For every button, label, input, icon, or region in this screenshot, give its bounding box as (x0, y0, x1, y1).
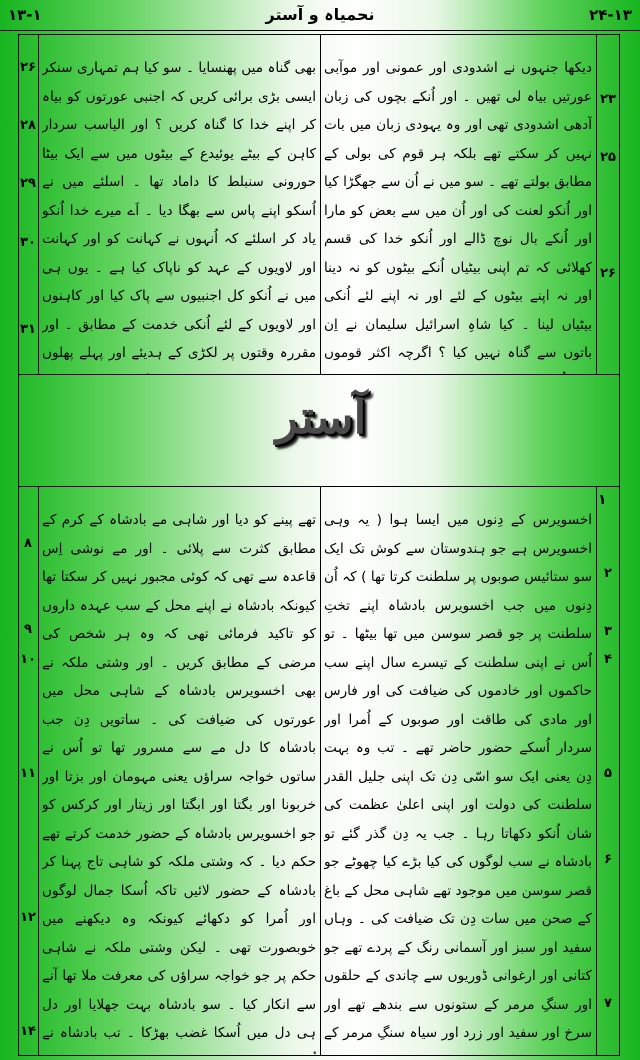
nehemiah-right-text: دیکھا جنہوں نے اشدودی اور عمونی اور موآبی عورتیں بیاہ لی تھیں ۔ اور اُنکے بچوں کی زبان آدھی اشدودی تھی اور وہ یہودی زبان میں بات نہیں کر سکتے تھے بلکہ ہر قوم کی بولی کے مطابق بولتے تھے ۔ سو میں نے اُن سے جھگڑا کیا اور اُنکو لعنت کی اور اُن میں سے بعض کو مارا اور اُنکے بال نوچ ڈالے اور اُنکو خدا کی قسم کھلائی کہ تم اپنی بیٹیاں اُنکے بیٹوں کو نہ دینا اور نہ اپنے بیٹوں کے لئے اور نہ اپنے لئے اُنکی بیٹیاں لینا ۔ کیا شاہِ اسرائیل سلیمان نے اِن باتوں سے گناہ نہیں کیا ؟ اگرچہ اکثر قوموں (324, 60, 592, 361)
right-margin-rule-top (596, 34, 597, 374)
verse-number: ۴ (604, 652, 612, 667)
page-header (0, 0, 640, 31)
esther-left-column (42, 506, 316, 1054)
nehemiah-left-text: بھی گناہ میں پھنسایا ۔ سو کیا ہم تمہاری سنکر ایسی بڑی برائی کریں کہ اجنبی عورتوں کو بیاہ کر اپنے خدا کا گناہ کریں ؟ اور الیاسب سردار کاہن کے بیٹے یوئیدع کے بیٹوں میں سے ایک بیٹا حورونی سنبلط کا داماد تھا ۔ اسلئے میں نے اُسکو اپنے پاس سے بھگا دیا ۔ اَے میرے خدا اُنکو یاد کر اسلئے کہ اُنہوں نے کہانت کو اور کہانت اور لاویوں کے عہد کو ناپاک کیا ہے ۔ یوں ہی میں نے اُنکو کل اجنبیوں سے پاک کیا اور کاہنوں اور لاویوں کے لئے اُنکی خدمت کے مطابق ۔ اور مقررہ وقتوں پر لکڑی کے ہدیئے اور پہلے پھلوں (42, 60, 316, 361)
verse-number: ۱۴ (20, 1024, 36, 1039)
header-chapter-range-right: ۲۴-۱۳ (589, 6, 632, 24)
esther-right-text: اخسویرس کے دِنوں میں ایسا ہوا ( یہ وہی اخسویرس ہے جو ہندوستان سے کوش تک ایک سو ستائیس صوبوں پر سلطنت کرتا تھا ) کہ اُن دِنوں میں جب اخسویرس بادشاہ اپنے تختِ سلطنت پر جو قصر سوسن میں تھا بیٹھا ۔ تو اُس نے اپنی سلطنت کے تیسرے سال اپنے سب حاکموں اور خادموں کی ضیافت کی اور فارس اور مادی کی طاقت اور صوبوں کے اُمرا اور سردار اُسکے حضور حاضر تھے ۔ تب وہ بہت دِن یعنی ایک سو اسّی دِن تک اپنی جلیل القدر سلطنت کی دولت اور اپنی اعلیٰ عظمت کی شان اُنکو دکھاتا رہا ۔ جب یہ دِن گذر گئے تو بادشاہ نے سب لوگوں کی کیا بڑے کیا چھوٹے جو قصر سوسن میں موجود تھے شاہی محل کے باغ کے صحن میں سات دِن تک ضیافت کی ۔ وہاں سفید اور سبز اور آسمانی رنگ کے پردے تھے جو کتانی اور ارغوانی ڈوریوں سے چاندی کے حلقوں اور سنگِ مرمر کے ستونوں سے بندھے تھے اور سرخ اور سفید اور زرد اور سیاہ سنگِ مرمر کے (324, 512, 592, 1041)
verse-number: ۲۳ (600, 92, 616, 107)
verse-number: ۳۰ (20, 235, 36, 250)
header-chapter-range-left: ۱۳-۱ (8, 6, 42, 24)
book-title: آستر (275, 390, 367, 444)
verse-number: ۱۰ (20, 652, 36, 667)
verse-number: ۲۶ (600, 266, 616, 281)
verse-number: ۲ (604, 566, 612, 581)
esther-right-column (324, 506, 592, 1054)
verse-number: ۲۵ (600, 150, 616, 165)
verse-number: ۲۹ (20, 176, 36, 191)
verse-number: ۳۱ (20, 322, 36, 337)
verse-number: ۹ (24, 622, 32, 637)
verse-number: ۶ (604, 852, 612, 867)
right-margin-rule-bottom (596, 486, 597, 1056)
verse-number: ۵ (604, 766, 612, 781)
left-margin-rule-bottom (38, 486, 39, 1056)
center-column-rule-top (320, 34, 321, 374)
center-column-rule-bottom (320, 486, 321, 1056)
verse-number: ۱۲ (20, 910, 36, 925)
header-book-title: نحمیاہ و آستر (265, 5, 375, 24)
verse-number: ۳ (604, 624, 612, 639)
verse-number: ۲۶ (20, 60, 36, 75)
chapter-number: ۱ (598, 492, 607, 508)
esther-left-text: تھے پینے کو دیا اور شاہی مے بادشاہ کے کرم کے مطابق کثرت سے پلائی ۔ اور مے نوشی اِس قاعدہ سے تھی کہ کوئی مجبور نہیں کر سکتا تھا کیونکہ بادشاہ نے اپنے محل کے سب عہدہ داروں کو تاکید فرمائی تھی کہ وہ ہر شخص کی مرضی کے مطابق کریں ۔ اور وشتی ملکہ نے بھی اخسویرس بادشاہ کے شاہی محل میں عورتوں کی ضیافت کی ۔ ساتویں دِن جب بادشاہ کا دل مے سے مسرور تھا تو اُس نے ساتوں خواجہ سراؤں یعنی مہومان اور بزتا اور خربونا اور بگتا اور ابگتا اور زیتار اور کرکس کو جو اخسویرس بادشاہ کے حضور خدمت کرتے تھے حکم دیا ۔ کہ وشتی ملکہ کو شاہی تاج پہنا کر بادشاہ کے حضور لائیں تاکہ اُسکا جمال لوگوں اور اُمرا کو دکھائے کیونکہ وہ دیکھنے میں خوبصورت تھی ۔ لیکن وشتی ملکہ نے شاہی حکم پر جو خواجہ سراؤں کی معرفت ملا تھا آنے سے انکار کیا ۔ سو بادشاہ بہت جھلایا اور دل ہی دل میں اُسکا غضب بھڑکا ۔ تب بادشاہ نے (42, 512, 316, 1041)
verse-number: ۷ (604, 996, 612, 1011)
verse-number: ۱۱ (20, 766, 36, 781)
nehemiah-left-column (42, 54, 316, 374)
section-divider-bottom (18, 486, 620, 487)
nehemiah-right-column (324, 54, 592, 374)
book-title-banner (236, 390, 406, 480)
left-margin-rule-top (38, 34, 39, 374)
verse-number: ۸ (24, 536, 32, 551)
section-divider-top (18, 374, 620, 375)
verse-number: ۲۸ (20, 118, 36, 133)
